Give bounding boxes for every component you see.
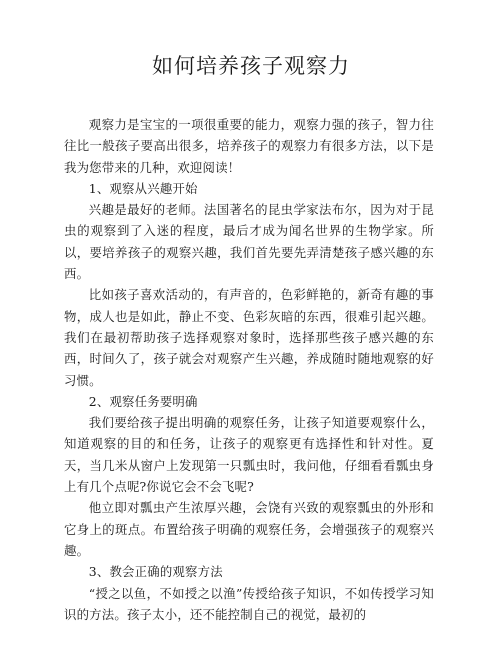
section-heading-2: 2、观察任务要明确 [88, 393, 198, 409]
section-3-paragraph-1: “授之以鱼，不如授之以渔”传授给孩子知识，不如传授学习知识的方法。孩子太小，还不能控制自己的视觉，最初的 [64, 585, 434, 622]
section-2-paragraph-2: 他立即对瓢虫产生浓厚兴趣，会饶有兴致的观察瓢虫的外形和它身上的斑点。布置给孩子明确的观察任务，会增强孩子的观察兴趣。 [64, 500, 434, 558]
section-2-paragraph-1: 我们要给孩子提出明确的观察任务，让孩子知道要观察什么，知道观察的目的和任务，让孩子的观察更有选择性和针对性。夏天，当几米从窗户上发现第一只瓢虫时，我问他，仔细看看瓢虫身上有几个点呢?你说它会不会飞呢? [64, 415, 434, 495]
section-heading-1: 1、观察从兴趣开始 [88, 180, 198, 196]
page-title: 如何培养孩子观察力 [152, 54, 350, 78]
article-body [64, 114, 434, 625]
intro-paragraph: 观察力是宝宝的一项很重要的能力，观察力强的孩子，智力往往比一般孩子要高出很多，培养孩子的观察力有很多方法，以下是我为您带来的几种，欢迎阅读！ [64, 117, 434, 175]
section-1-paragraph-2: 比如孩子喜欢活动的，有声音的，色彩鲜艳的，新奇有趣的事物，成人也是如此，静止不变、色彩灰暗的东西，很难引起兴趣。我们在最初帮助孩子选择观察对象时，选择那些孩子感兴趣的东西，时间久了，孩子就会对观察产生兴趣，养成随时随地观察的好习惯。 [64, 287, 434, 388]
section-1-paragraph-1: 兴趣是最好的老师。法国著名的昆虫学家法布尔，因为对于昆虫的观察到了入迷的程度，最后才成为闻名世界的生物学家。所以，要培养孩子的观察兴趣，我们首先要先弄清楚孩子感兴趣的东西。 [64, 202, 434, 282]
section-heading-3: 3、教会正确的观察方法 [88, 564, 223, 580]
